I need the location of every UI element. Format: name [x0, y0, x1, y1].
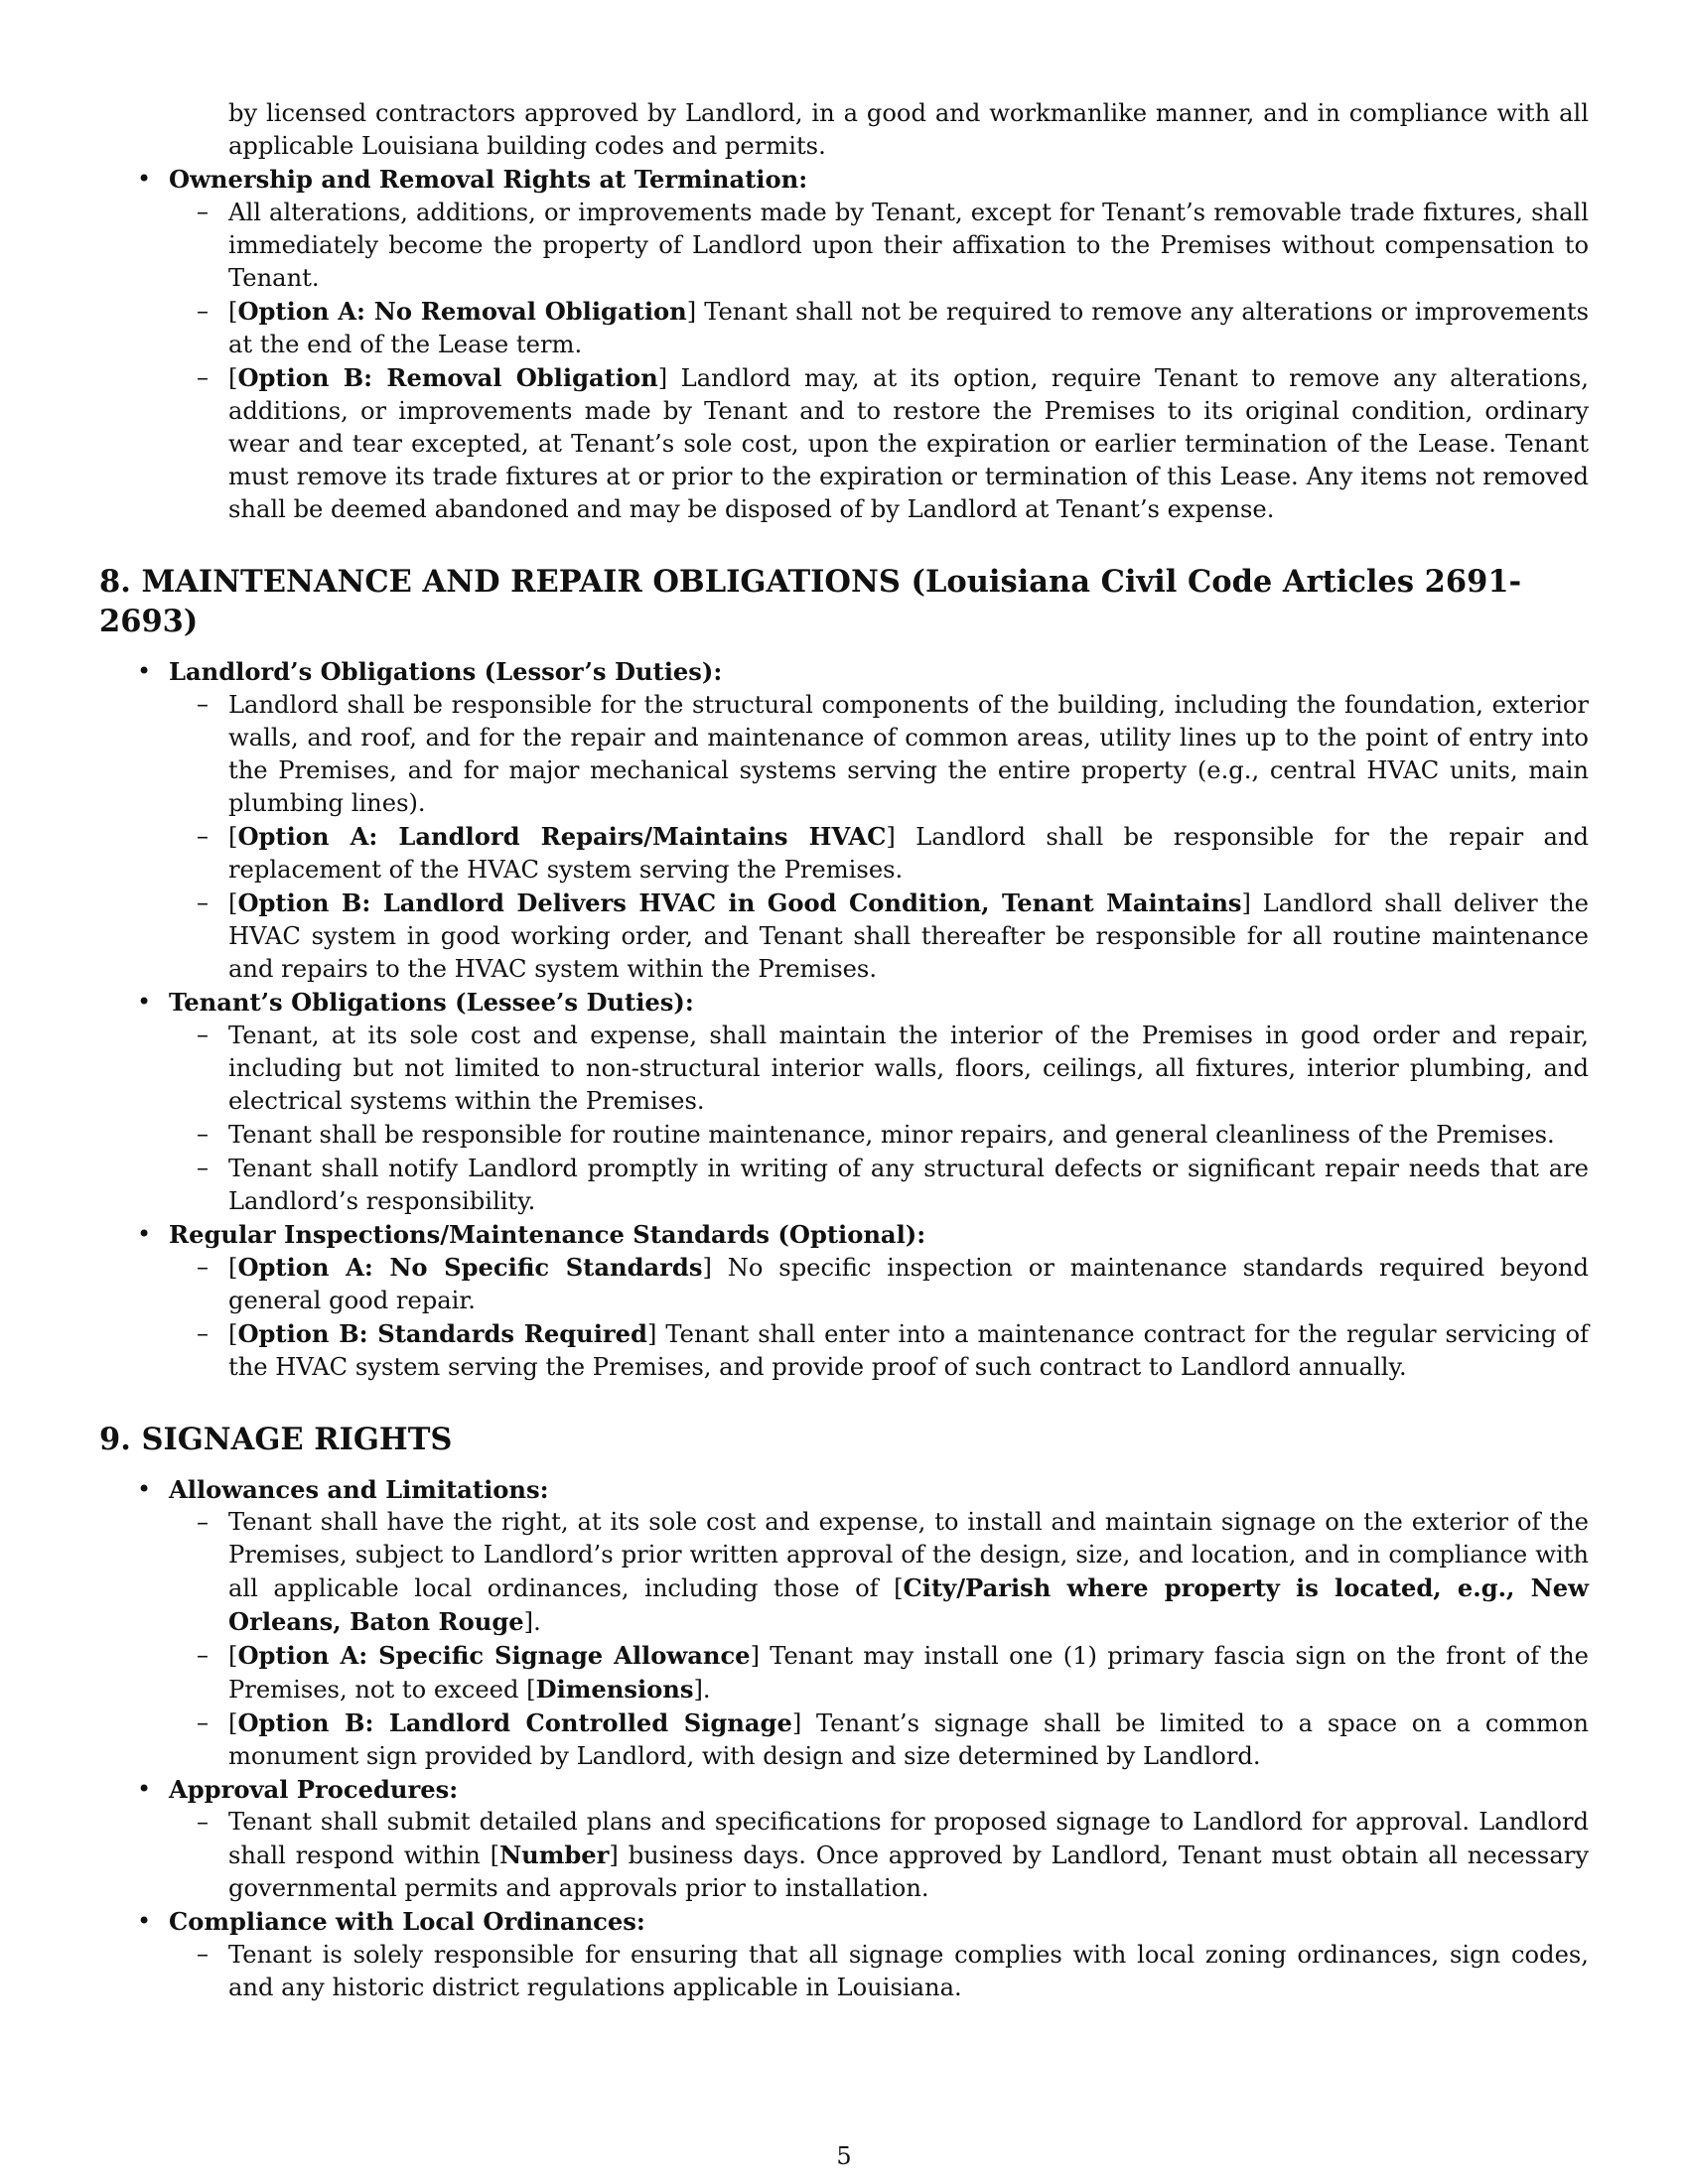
list-item: – Tenant is solely responsible for ensuring that all signage complies with local zoning ordinances, sign codes, and any historic district regulations applicable in Louisiana. — [197, 1940, 1589, 2001]
list-item: – [Option A: No Removal Obligation] Tenant shall not be required to remove any alterations or improvements at the end of the Lease term. — [197, 297, 1589, 358]
list-item: – Tenant shall have the right, at its sole cost and expense, to install and maintain signage on the exterior of the Premises, subject to Landlord’s prior written approval of the design, size, and location, and in compliance with all applicable local ordinances, including those of [City/Parish where property is located, e.g., New Orleans, Baton Rouge]. — [197, 1508, 1589, 1636]
bullet-icon: • — [137, 657, 152, 685]
list-item: – Landlord shall be responsible for the structural components of the building, including the foundation, exterior walls, and roof, and for the repair and maintenance of common areas, utility lines up to the point of entry into the Premises, and for major mechanical systems serving the entire property (e.g., central HVAC units, main plumbing lines). — [197, 690, 1589, 817]
dash-icon: – — [197, 1641, 209, 1669]
tenant-obligations-heading: Tenant’s Obligations (Lessee’s Duties): — [169, 988, 694, 1017]
dash-icon: – — [197, 297, 209, 325]
section-8-list — [99, 655, 1589, 1384]
list-item — [99, 1905, 1589, 2004]
landlord-obligations-heading: Landlord’s Obligations (Lessor’s Duties): — [169, 657, 723, 686]
section-9-list — [99, 1473, 1589, 2004]
list-item — [99, 986, 1589, 1218]
dash-icon: – — [197, 1808, 209, 1836]
dash-icon: – — [197, 1021, 209, 1048]
list-item: – [Option B: Removal Obligation] Landlord may, at its option, require Tenant to remove any alterations, additions, or improvements made by Tenant and to restore the Premises to its original condition, ordinary wear and tear excepted, at Tenant’s sole cost, upon the expiration or earlier termination of the Lease. Tenant must remove its trade fixtures at or prior to the expiration or termination of this Lease. Any items not removed shall be deemed abandoned and may be disposed of by Landlord at Tenant’s expense. — [197, 363, 1589, 523]
sublist — [169, 1506, 1589, 1773]
list-item: – [Option A: Specific Signage Allowance] Tenant may install one (1) primary fascia sign on the front of the Premises, not to exceed [Dimensions]. — [197, 1641, 1589, 1704]
sublist — [169, 688, 1589, 986]
page-number: 5 — [836, 2142, 852, 2170]
dash-icon: – — [197, 1319, 209, 1347]
list-item: – Tenant, at its sole cost and expense, shall maintain the interior of the Premises in good order and repair, including but not limited to non-structural interior walls, floors, ceilings, all fixtures, interior plumbing, and electrical systems within the Premises. — [197, 1021, 1589, 1115]
sublist — [169, 1251, 1589, 1384]
dash-icon: – — [197, 1120, 209, 1148]
dash-icon: – — [197, 1253, 209, 1281]
document-page — [99, 97, 1589, 2004]
list-item — [99, 655, 1589, 986]
ownership-heading: Ownership and Removal Rights at Termination: — [169, 165, 808, 194]
dash-icon: – — [197, 198, 209, 225]
bullet-icon: • — [137, 1220, 152, 1248]
bullet-icon: • — [137, 988, 152, 1016]
sublist — [169, 196, 1589, 526]
list-item — [99, 1773, 1589, 1905]
dash-icon: – — [197, 690, 209, 718]
ownership-list — [99, 163, 1589, 526]
list-item: – [Option A: No Specific Standards] No specific inspection or maintenance standards required beyond general good repair. — [197, 1253, 1589, 1314]
list-item: – [Option A: Landlord Repairs/Maintains HVAC] Landlord shall be responsible for the repair and replacement of the HVAC system serving the Premises. — [197, 822, 1590, 884]
sublist — [169, 1019, 1589, 1218]
dash-icon: – — [197, 1940, 209, 1968]
dash-icon: – — [197, 822, 209, 850]
bullet-icon: • — [137, 1775, 152, 1803]
list-item: – Tenant shall submit detailed plans and specifications for proposed signage to Landlord for approval. Landlord shall respond within [Number] business days. Once approved by Landlord, Tenant must obtain all necessary governmental permits and approvals prior to installation. — [197, 1808, 1589, 1902]
approval-heading: Approval Procedures: — [169, 1775, 459, 1804]
list-item: – Tenant shall be responsible for routine maintenance, minor repairs, and general cleanliness of the Premises. — [197, 1120, 1555, 1149]
allowances-heading: Allowances and Limitations: — [169, 1475, 549, 1504]
sublist — [169, 1806, 1589, 1905]
sublist — [169, 1938, 1589, 2004]
inspections-heading: Regular Inspections/Maintenance Standards (Optional): — [169, 1220, 926, 1249]
section-9-title: 9. SIGNAGE RIGHTS — [99, 1422, 453, 1457]
list-item: – All alterations, additions, or improvements made by Tenant, except for Tenant’s removable trade fixtures, shall immediately become the property of Landlord upon their affixation to the Premises without compensation to Tenant. — [197, 198, 1589, 292]
list-item: – [Option B: Landlord Controlled Signage] Tenant’s signage shall be limited to a space on a common monument sign provided by Landlord, with design and size determined by Landlord. — [197, 1708, 1589, 1770]
list-item — [99, 163, 1589, 526]
list-item: – [Option B: Landlord Delivers HVAC in Good Condition, Tenant Maintains] Landlord shall deliver the HVAC system in good working order, and Tenant shall thereafter be responsible for all routine maintenance and repairs to the HVAC system within the Premises. — [197, 888, 1589, 983]
intro-paragraph: by licensed contractors approved by Landlord, in a good and workmanlike manner, and in compliance with all applicable Louisiana building codes and permits. — [228, 99, 1589, 160]
list-item: – Tenant shall notify Landlord promptly in writing of any structural defects or significant repair needs that are Landlord’s responsibility. — [197, 1154, 1589, 1215]
dash-icon: – — [197, 1508, 209, 1536]
dash-icon: – — [197, 1154, 209, 1181]
compliance-heading: Compliance with Local Ordinances: — [169, 1907, 645, 1936]
list-item: – [Option B: Standards Required] Tenant shall enter into a maintenance contract for the regular servicing of the HVAC system serving the Premises, and provide proof of such contract to Landlord annually. — [197, 1319, 1589, 1381]
bullet-icon: • — [137, 1907, 152, 1935]
section-8-title: 8. MAINTENANCE AND REPAIR OBLIGATIONS (Louisiana Civil Code Articles 2691-2693) — [99, 564, 1522, 639]
dash-icon: – — [197, 888, 209, 916]
list-item — [99, 1473, 1589, 1773]
bullet-icon: • — [137, 165, 152, 193]
dash-icon: – — [197, 363, 209, 391]
bullet-icon: • — [137, 1475, 152, 1503]
dash-icon: – — [197, 1708, 209, 1736]
list-item — [99, 1218, 1589, 1384]
